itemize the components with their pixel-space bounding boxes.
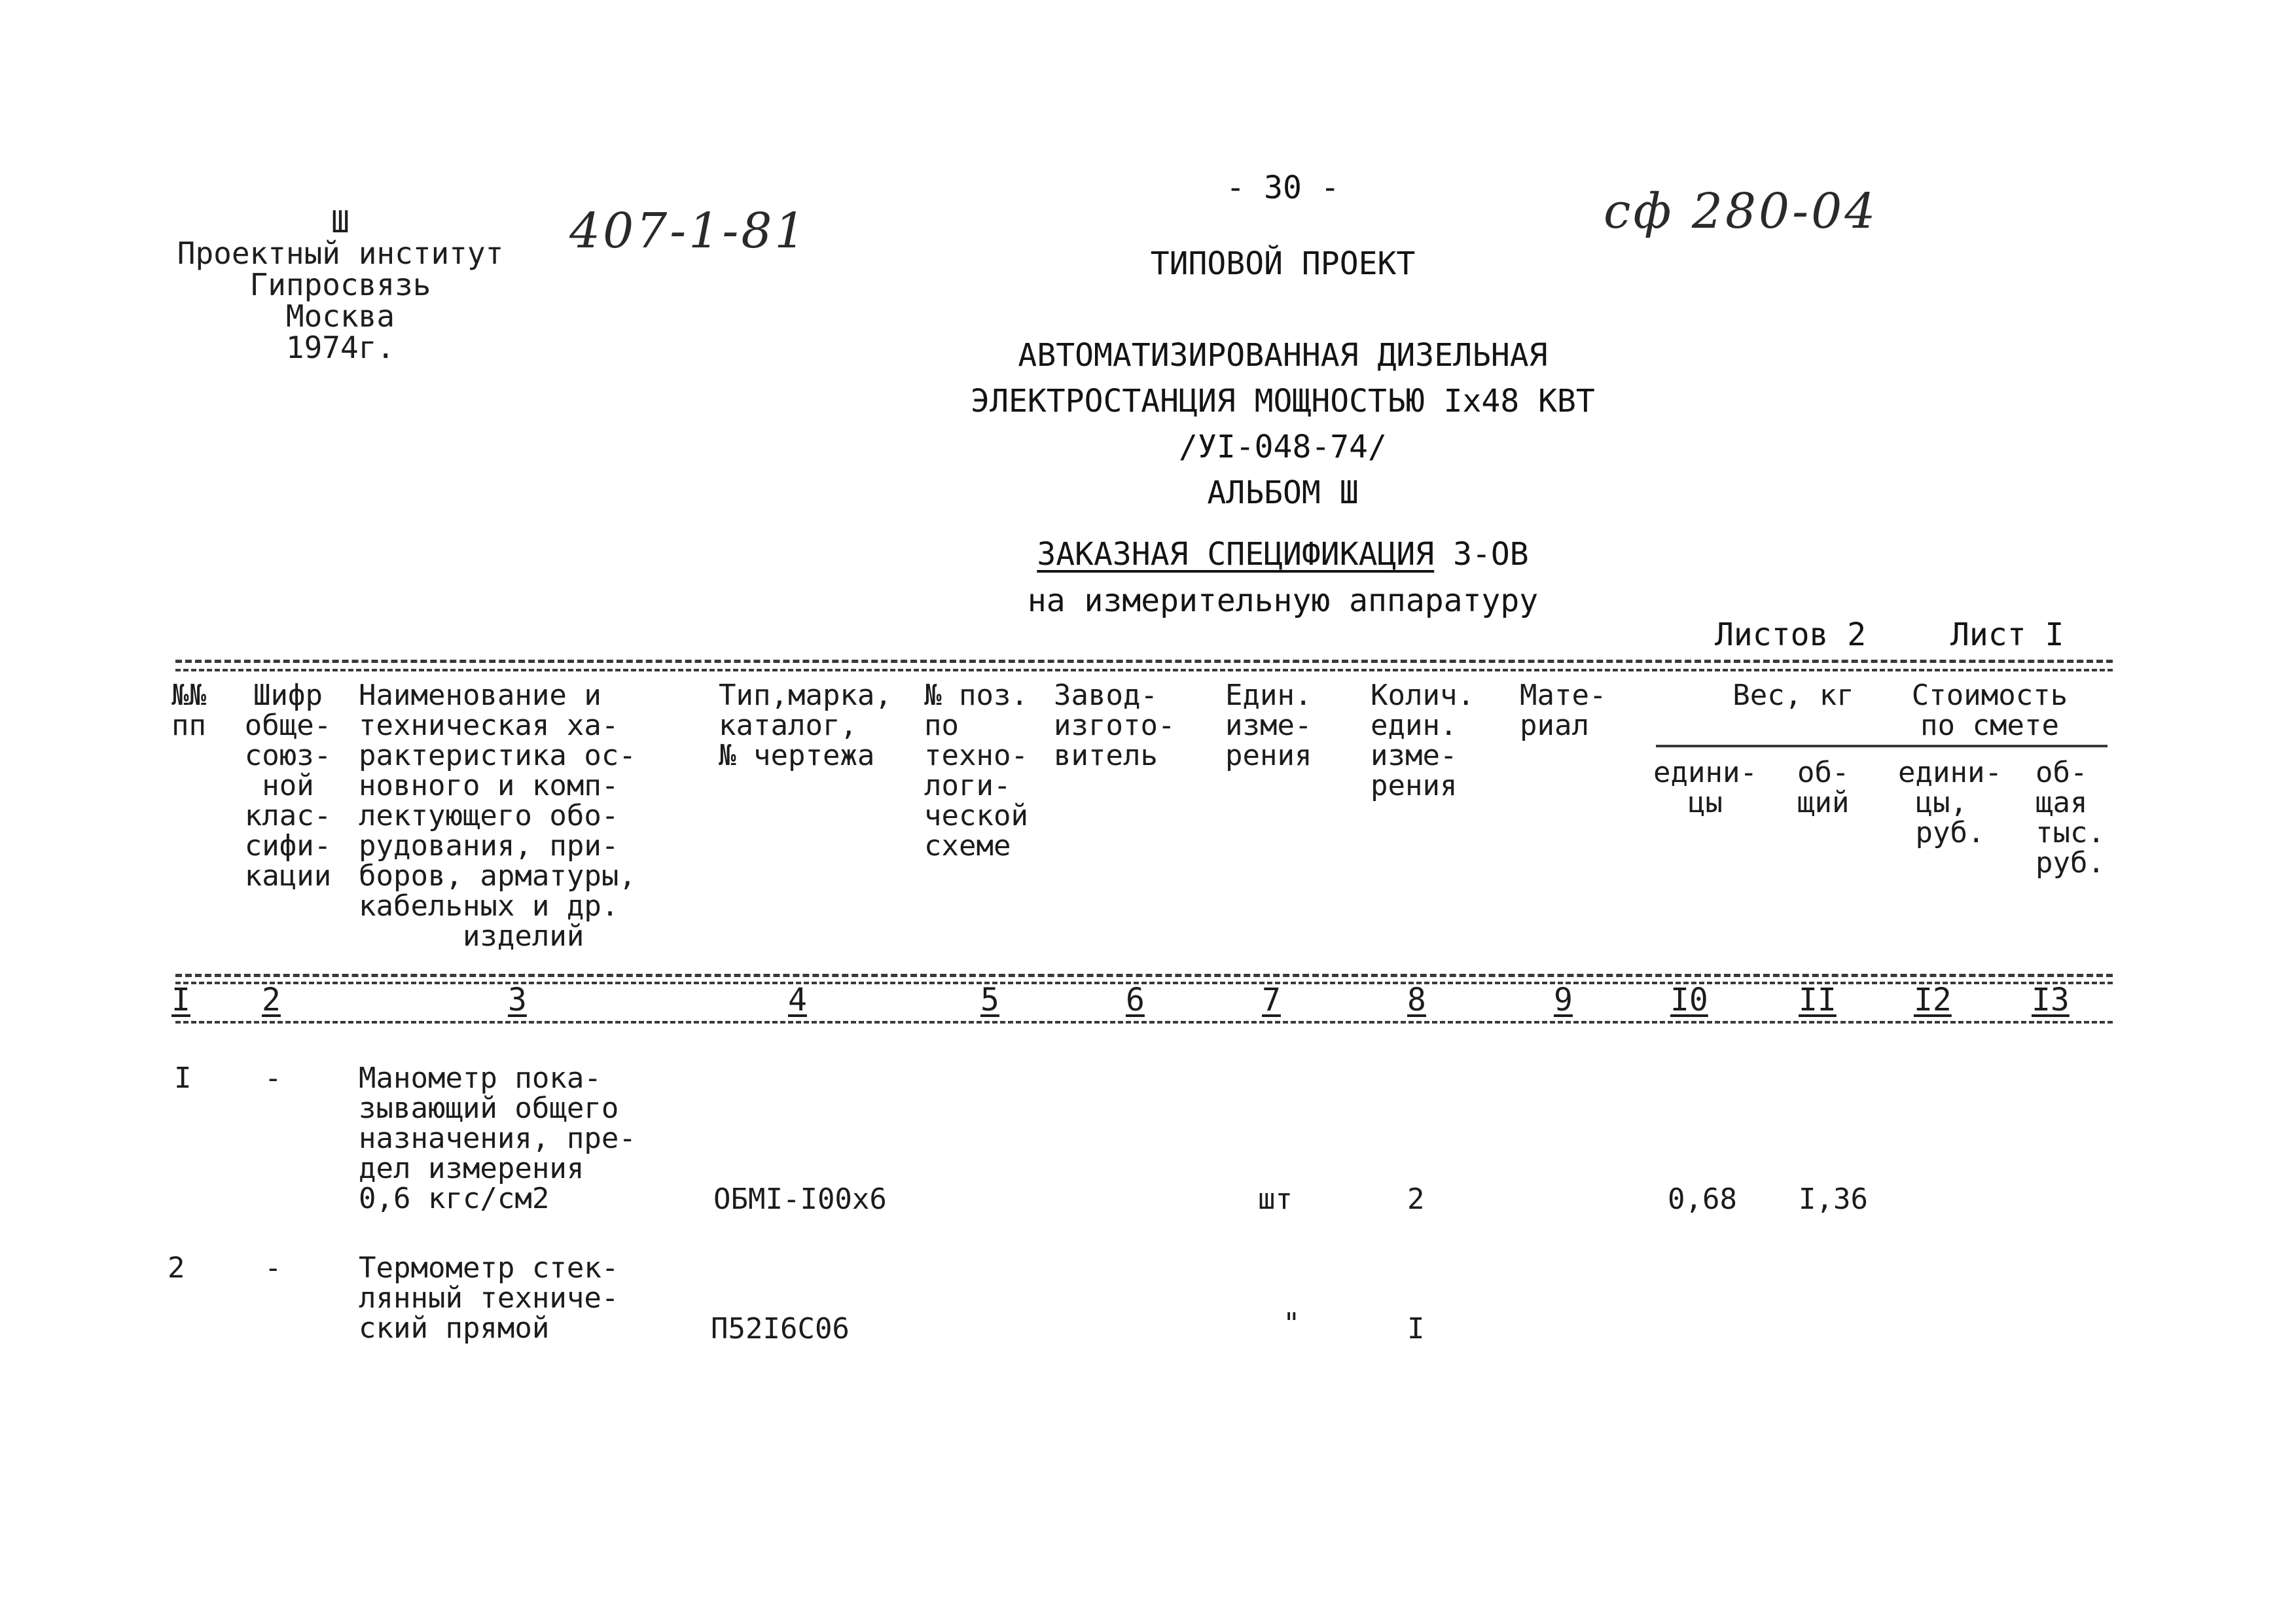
header-col-6: Завод- изгото- витель [1054,679,1175,772]
project-type: ТИПОВОЙ ПРОЕКТ [1150,245,1416,282]
row-1-qty: 2 [1407,1183,1425,1216]
title-line-2: ЭЛЕКТРОСТАНЦИЯ МОЩНОСТЬЮ Iх48 КВТ [971,383,1595,419]
col-number-5: 5 [980,982,999,1018]
col-number-13: I3 [2032,982,2070,1018]
header-col-7: Един. изме- рения [1225,679,1312,772]
album-label: АЛЬБОМ Ш [1207,474,1359,511]
row-1-code: - [264,1061,282,1095]
title-line-3: /УI-048-74/ [1179,429,1387,465]
title-line-1: АВТОМАТИЗИРОВАННАЯ ДИЗЕЛЬНАЯ [1018,337,1548,374]
handwritten-inventory-number: сф 280-04 [1604,183,1878,240]
spec-code: 3-ОВ [1453,536,1529,573]
row-2-no: 2 [168,1251,185,1285]
header-col-11: об- щий [1797,756,1850,819]
col-number-2: 2 [262,982,281,1018]
row-1-unit: шт [1258,1183,1293,1216]
col-number-11: II [1799,982,1837,1018]
header-weight-group: Вес, кг [1732,679,1854,712]
handwritten-project-number: 407-1-81 [569,203,808,259]
spec-title: ЗАКАЗНАЯ СПЕЦИФИКАЦИЯ [1037,536,1435,573]
col-number-6: 6 [1126,982,1145,1018]
col-number-7: 7 [1262,982,1281,1018]
sheet-current: Лист I [1950,616,2064,653]
col-number-1: I [171,982,190,1018]
col-number-12: I2 [1914,982,1952,1018]
institute-block: Ш Проектный институт Гипросвязь Москва 1974г. [177,204,504,365]
row-1-type: ОБМI-I00х6 [713,1183,887,1216]
col-number-10: I0 [1670,982,1708,1018]
header-col-4: Тип,марка, каталог, № чертежа [719,679,892,772]
row-1-no: I [174,1061,192,1095]
row-2-code: - [264,1251,282,1285]
page-number: - 30 - [1226,169,1340,206]
col-number-3: 3 [508,982,527,1018]
header-bottom-rule [175,974,2113,977]
column-number-rule [175,1021,2113,1024]
header-col-13: об- щая тыс. руб. [2036,756,2105,880]
col-number-8: 8 [1407,982,1426,1018]
header-cost-group: Стоимость по смете [1911,679,2068,742]
row-2-name: Термометр стек- лянный техниче- ский прямой [359,1251,619,1345]
col-number-4: 4 [788,982,807,1018]
header-col-10: едини- цы [1653,756,1757,819]
header-col-8: Колич. един. изме- рения [1371,679,1475,802]
spec-subtitle: на измерительную аппаратуру [1027,582,1539,619]
header-col-2: Шифр обще- союз- ной клас- сифи- кации [244,679,332,893]
row-2-qty: I [1407,1312,1425,1346]
table-top-rule-2 [175,669,2113,671]
row-1-weight-unit: 0,68 [1668,1183,1737,1216]
header-col-5: № поз. по техно- логи- ческой схеме [924,679,1028,863]
table-top-rule [175,660,2113,663]
header-col-9: Мате- риал [1520,679,1607,742]
header-group-rule [1656,745,2108,747]
row-1-name: Манометр пока- зывающий общего назначения, пре- дел измерения 0,6 кгс/см2 [359,1061,636,1215]
row-2-type: П52I6С06 [711,1312,850,1346]
header-col-3: Наименование и техническая ха- рактеристика ос- новного и комп- лектующего обо- рудования, при- боров, арматуры, кабельных и др. изделий [359,679,636,953]
row-2-unit: " [1283,1307,1300,1340]
header-col-1: №№ пп [171,679,206,742]
col-number-9: 9 [1554,982,1573,1018]
sheets-total: Листов 2 [1715,616,1867,653]
row-1-weight-total: I,36 [1799,1183,1868,1216]
header-col-12: едини- цы, руб. [1898,756,2002,849]
